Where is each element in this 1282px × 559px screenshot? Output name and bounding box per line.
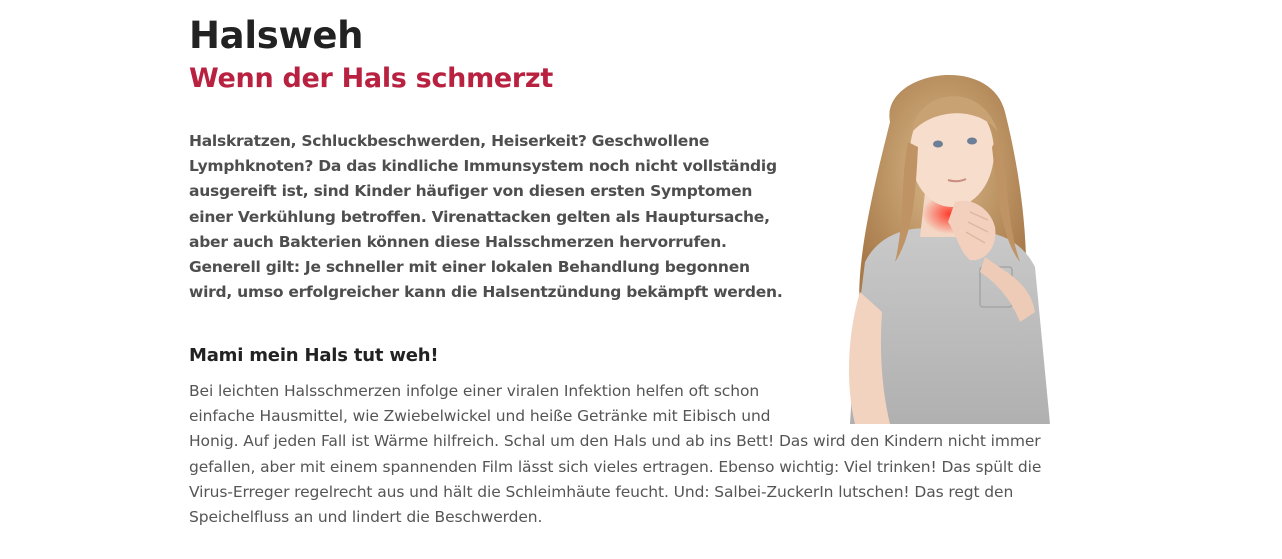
page-subtitle: Wenn der Hals schmerzt [189, 63, 553, 94]
child-with-sore-throat-photo [820, 62, 1095, 424]
body-paragraph: Bei leichten Halsschmerzen infolge einer viralen Infektion helfen oft schon einfache Hausmittel, wie Zwiebelwickel und heiße Getränke mit Eibisch und Honig. Auf jeden Fall ist Wärme hilfreich. Schal um den Hals und ab ins Bett! Das wird den Kindern nicht immer gefallen, aber mit einem spannenden Film lässt sich vieles ertragen. Ebenso wichtig: Viel trinken! Das spült die Virus-Erreger regelrecht aus und hält die Schleimhäute feucht. Und: Salbei-ZuckerIn lutschen! Das regt den Speichelfluss an und lindert die Beschwerden. [189, 382, 1042, 527]
section-heading: Mami mein Hals tut weh! [189, 345, 439, 366]
intro-paragraph: Halskratzen, Schluckbeschwerden, Heiserkeit? Geschwollene Lymphknoten? Da das kindliche Immunsystem noch nicht vollständig ausgereift ist, sind Kinder häufiger von diesen ersten Symptomen einer Verkühlung betroffen. Virenattacken gelten als Hauptursache, aber auch Bakterien können diese Halsschmerzen hervorrufen. Generell gilt: Je schneller mit einer lokalen Behandlung begonnen wird, umso erfolgreicher kann die Halsentzündung bekämpft werden. [189, 132, 783, 302]
page-title: Halsweh [189, 14, 364, 57]
